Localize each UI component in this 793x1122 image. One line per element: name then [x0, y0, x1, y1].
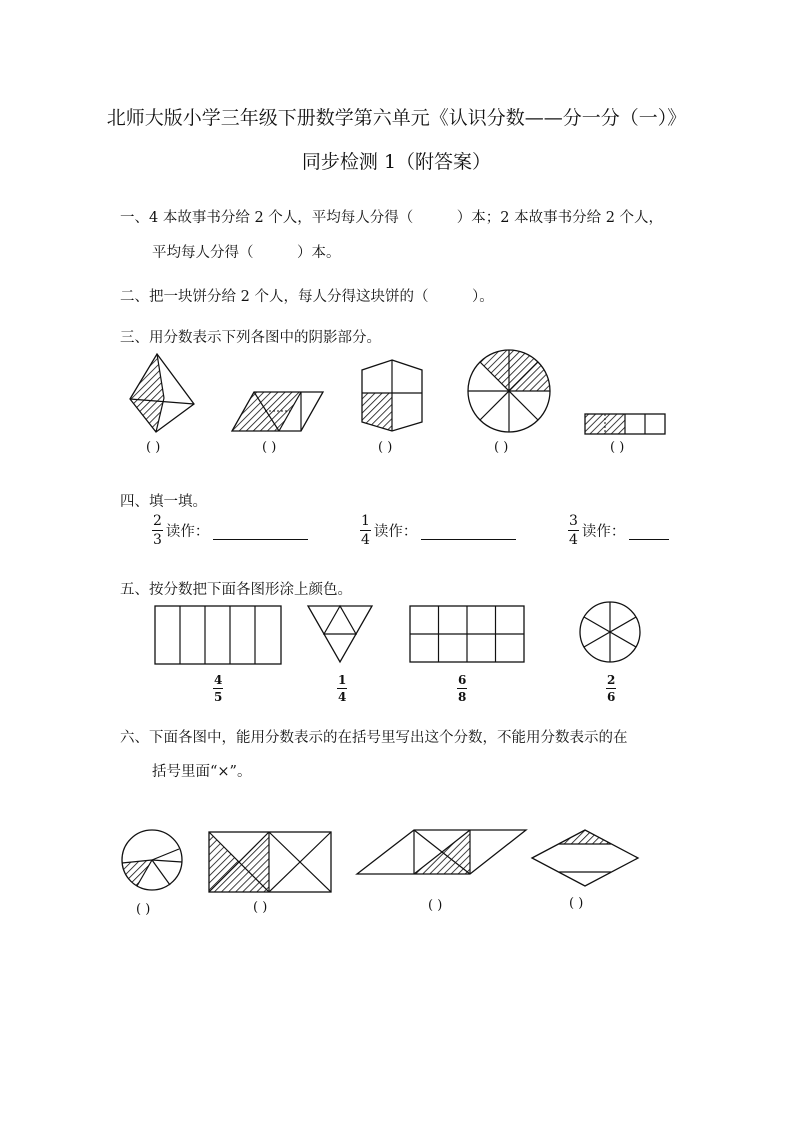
q6-line2: 括号里面“×”。 [152, 764, 252, 780]
q5-figure-circle-6[interactable] [578, 600, 644, 666]
q4-fraction-2 [360, 514, 371, 547]
q3-text: 三、用分数表示下列各图中的阴影部分。 [120, 330, 381, 346]
q4-denominator-1: 3 [153, 532, 162, 548]
q5-figure-rectangle-5[interactable] [153, 604, 285, 666]
q4-answer-line-1[interactable] [213, 521, 308, 540]
q3-figure-hexagon [360, 358, 430, 436]
q2-text: 二、把一块饼分给 2 个人，每人分得这块饼的（ ）。 [120, 289, 494, 305]
q4-fraction-3 [568, 514, 579, 547]
q5-denominator-3: 8 [458, 690, 467, 704]
q5-text: 五、按分数把下面各图形涂上颜色。 [120, 582, 352, 598]
q4-text: 四、填一填。 [120, 494, 207, 510]
q5-denominator-2: 4 [338, 690, 347, 704]
q4-numerator-2: 1 [361, 513, 370, 529]
q6-answer-4[interactable]: ( ) [569, 896, 584, 911]
q3-answer-3[interactable]: ( ) [378, 440, 393, 455]
q5-fraction-4 [606, 669, 616, 703]
q3-answer-5[interactable]: ( ) [610, 440, 625, 455]
q1-line2: 平均每人分得（ ）本。 [152, 245, 341, 261]
q4-item-2 [360, 514, 516, 547]
q4-read-label-1: 读作： [165, 524, 210, 540]
q5-numerator-3: 6 [458, 673, 467, 687]
page-title-line1: 北师大版小学三年级下册数学第六单元《认识分数——分一分（一）》 [106, 107, 687, 129]
q5-figure-rectangle-8[interactable] [408, 604, 528, 664]
q4-read-label-3: 读作： [581, 524, 626, 540]
q5-numerator-1: 4 [214, 673, 223, 687]
q4-read-label-2: 读作： [373, 524, 418, 540]
q6-answer-3[interactable]: ( ) [428, 898, 443, 913]
q4-answer-line-2[interactable] [421, 521, 516, 540]
q5-numerator-4: 2 [607, 673, 616, 687]
q6-figure-rectangle [205, 830, 335, 896]
q6-figure-circle [120, 830, 184, 892]
q3-figure-bar [583, 412, 669, 436]
q6-answer-1[interactable]: ( ) [136, 902, 151, 917]
q4-numerator-1: 2 [153, 513, 162, 529]
q5-numerator-2: 1 [338, 673, 347, 687]
q6-line1: 六、下面各图中，能用分数表示的在括号里写出这个分数，不能用分数表示的在 [120, 730, 628, 746]
q4-answer-line-3[interactable] [629, 521, 669, 540]
q5-fraction-2 [337, 669, 347, 703]
q4-item-3 [568, 514, 669, 547]
q5-denominator-4: 6 [607, 690, 616, 704]
q6-figure-parallelogram [355, 828, 530, 878]
q4-fraction-1 [152, 514, 163, 547]
q3-figure-parallelogram [230, 390, 330, 435]
q4-denominator-2: 4 [361, 532, 370, 548]
q3-answer-4[interactable]: ( ) [494, 440, 509, 455]
q3-answer-1[interactable]: ( ) [146, 440, 161, 455]
q5-denominator-1: 5 [214, 690, 223, 704]
q5-fraction-1 [213, 669, 223, 703]
q4-item-1 [152, 514, 308, 547]
q4-numerator-3: 3 [569, 513, 578, 529]
q5-fraction-3 [457, 669, 467, 703]
q6-figure-rhombus [530, 828, 642, 888]
page-title-line2: 同步检测 1（附答案） [301, 151, 492, 173]
q6-answer-2[interactable]: ( ) [253, 900, 268, 915]
q3-figure-kite [128, 352, 198, 437]
q3-answer-2[interactable]: ( ) [262, 440, 277, 455]
q3-figure-circle [466, 348, 552, 434]
q5-figure-triangle-4[interactable] [306, 604, 376, 664]
q4-denominator-3: 4 [569, 532, 578, 548]
q1-line1: 一、4 本故事书分给 2 个人，平均每人分得（ ）本；2 本故事书分给 2 个人， [120, 210, 664, 226]
